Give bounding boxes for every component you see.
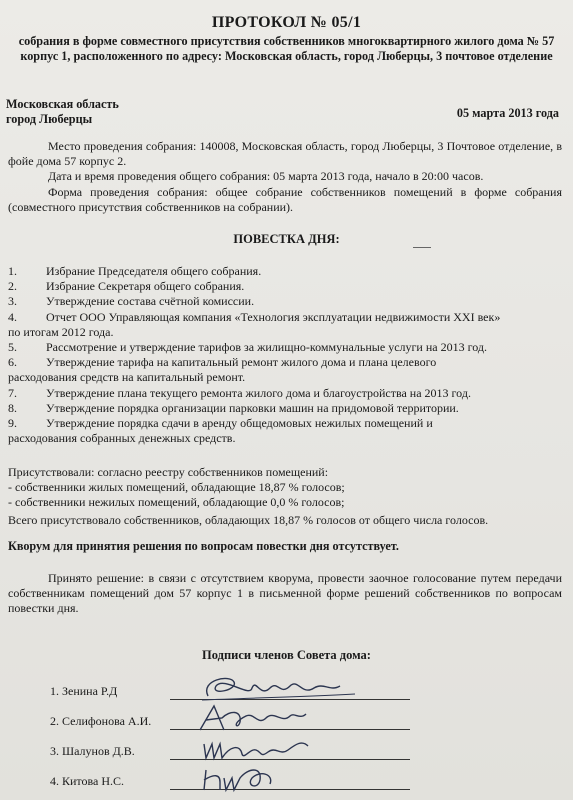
meeting-place: Место проведения собрания: 140008, Московская область, город Люберцы, 3 Почтовое отделение, в фойе дома 57 корпус 2.: [8, 139, 562, 168]
signature-row: [50, 710, 410, 732]
agenda-item: 7. Утверждение плана текущего ремонта жилого дома и благоустройства на 2013 год.: [8, 385, 471, 400]
meeting-form: Форма проведения собрания: общее собрание собственников помещений в форме собрания (совместного присутствия собственников на собрании).: [8, 185, 562, 214]
attendance-line: - собственники жилых помещений, обладающие 18,87 % голосов;: [8, 480, 345, 494]
document-title: ПРОТОКОЛ № 05/1: [211, 14, 362, 31]
agenda-item: 6. Утверждение тарифа на капитальный ремонт жилого дома и плана целевого: [8, 355, 437, 370]
handwritten-signature: [190, 760, 360, 796]
signature-row: [50, 680, 410, 702]
place-region: Московская область: [6, 97, 119, 111]
agenda-item: 9. Утверждение порядка сдачи в аренду общедомовых нежилых помещений и: [8, 416, 433, 431]
quorum-statement: Кворум для принятия решения по вопросам повестки дня отсутствует.: [8, 539, 399, 553]
agenda-item-continuation: расходования средств на капитальный ремонт.: [8, 370, 246, 385]
stray-mark: [413, 247, 431, 248]
signature-row: [50, 770, 410, 792]
member-name: 2. Селифонова А.И.: [50, 714, 152, 728]
meeting-datetime: Дата и время проведения общего собрания: 05 марта 2013 года, начало в 20:00 часов.: [48, 169, 484, 183]
document-date: 05 марта 2013 года: [456, 106, 559, 120]
agenda-item: 5. Рассмотрение и утверждение тарифов за жилищно-коммунальные услуги на 2013 год.: [8, 340, 487, 355]
agenda-item: 3. Утверждение состава счётной комиссии.: [8, 294, 255, 309]
agenda-title: ПОВЕСТКА ДНЯ:: [233, 232, 340, 246]
place-city: город Люберцы: [6, 112, 93, 126]
signatures-title: Подписи членов Совета дома:: [202, 648, 371, 662]
member-name: 1. Зенина Р.Д: [50, 684, 118, 698]
member-name: 4. Китова Н.С.: [50, 774, 125, 788]
decision-text: Принято решение: в связи с отсутствием кворума, провести заочное голосование путем передачи собственникам помещений дом 57 корпус 1 в письменной форме решений собственников по вопросам повестки дня.: [8, 571, 562, 615]
agenda-item: 4. Отчет ООО Управляющая компания «Технология эксплуатации недвижимости XXI век»: [8, 309, 501, 324]
agenda-item: 2. Избрание Секретаря общего собрания.: [8, 279, 245, 294]
attendance-total: Всего присутствовало собственников, обладающих 18,87 % голосов от общего числа голосов.: [8, 513, 489, 527]
agenda-list: [8, 264, 562, 446]
agenda-item-continuation: по итогам 2012 года.: [8, 324, 114, 339]
attendance-line: - собственники нежилых помещений, обладающие 0,0 % голосов;: [8, 495, 345, 509]
signature-row: [50, 740, 410, 762]
member-name: 3. Шалунов Д.В.: [50, 744, 135, 758]
attendance-line: Присутствовали: согласно реестру собственников помещений:: [8, 465, 329, 479]
agenda-item: 8. Утверждение порядка организации парковки машин на придомовой территории.: [8, 400, 459, 415]
attendance-block: [8, 465, 562, 528]
agenda-item: 1. Избрание Председателя общего собрания.: [8, 264, 262, 278]
agenda-item-continuation: расходования собранных денежных средств.: [8, 431, 236, 446]
document-subtitle: собрания в форме совместного присутствия собственников многоквартирного жилого дома № 57 корпус 1, расположенного по адресу: Московская область, город Люберцы, 3 почтовое отделение: [18, 34, 555, 63]
place-block: [6, 97, 119, 127]
